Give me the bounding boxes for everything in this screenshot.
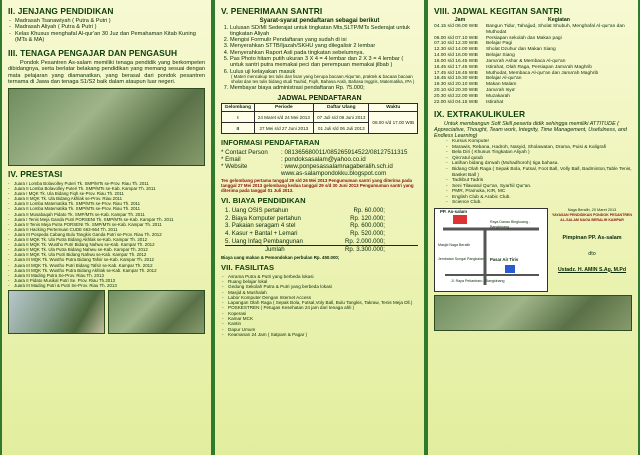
list-item: 4. Menyerahkan Raport Asli pada tingkatan sebelumnya. xyxy=(230,50,418,56)
info-row xyxy=(221,163,418,170)
schedule-row xyxy=(434,24,632,36)
list-item: - Seni Tilawatul Qur'an, Syarhil Qur'an. xyxy=(452,184,632,190)
schedule-activity: Istirahat, Olah Raga, Persiapan Jama'ah Maghrib xyxy=(486,64,592,70)
list-item: - Juara II MQK Tk. Ula Bidang Akhlak se-Prov. Riau 2011 xyxy=(14,196,205,201)
list-item: 7. Membayar biaya administrasi pendaftaran Rp. 75.000; xyxy=(230,85,418,91)
schedule-time: 16.45 s/d 17.45 WIB xyxy=(434,64,478,70)
list-item: - Labor Komputer Dengan Internet Access xyxy=(228,295,418,300)
schedule-activity: Muzakarah xyxy=(486,93,510,99)
building-photo xyxy=(8,290,105,334)
biaya-row xyxy=(225,238,418,247)
list-item: - Juara II MQK Tk. Ula Putra Bidang Akhlak se-Kab. Kampar Th. 2012 xyxy=(14,237,205,242)
list-item: - Juara II Lomba Matematika Tk. SMP/MTs se-Prov. Riau Th. 2011 xyxy=(14,201,205,206)
section-biaya-heading: VI. BIAYA PENDIDIKAN xyxy=(221,196,306,206)
list-item: - Juara II Pidato Musikal Putri Se. Prov. Riau Th.2013 xyxy=(14,278,205,283)
info-label: * Website xyxy=(221,163,248,171)
list-item: - Lapangan Olah Raga ( Sepak Bola, Futsal,Voly Ball, Bulu Tangkis, Takraw, Tenis Meja Dll.) xyxy=(228,300,418,305)
map-sekolah-label: Jembatan Sungai Pangkaian xyxy=(438,256,484,261)
biaya-value: Rp. 2.000.000; xyxy=(345,237,385,245)
list-item: - Asrama Putra & Putri yang berbeda lokasi xyxy=(228,274,418,279)
list-item: - Masjid & Mushalah xyxy=(228,290,418,295)
schedule-activity: Jama'ah Ashar & Membaca Al-qur'an xyxy=(486,58,566,64)
map-road-label: Raya Danau Bingkuang - Bangkinang xyxy=(490,219,531,229)
schedule-activity: Jama'ah Isya' xyxy=(486,88,516,94)
map-pasar-label: Pasar Air Tiris xyxy=(490,256,519,262)
table-header: Periode xyxy=(254,104,313,112)
list-item: - Juara III MQK Tk. Wustho Putra Bidang Akhlak se-Kab. Kampar Th. 2012 xyxy=(14,268,205,273)
schedule-activity: Sholat Dzuhur dan Makan Siang xyxy=(486,47,556,53)
schedule-activity: Persiapan sekolah dan Makan pagi xyxy=(486,35,562,41)
info-row xyxy=(221,170,418,177)
section-penerimaan-heading: V. PENERIMAAN SANTRI xyxy=(221,6,323,16)
signature-org: YAYASAN PENDIDIKAN PONDOK PESANTREN AL-SALAM NAGA BERALIH KAMPAR xyxy=(552,212,632,222)
panel-right xyxy=(428,0,638,455)
info-value: : pondoksasalam@yahoo.co.id xyxy=(281,156,366,164)
list-item: - Gedung Sekolah Putra & Putri yang berbeda lokasi xyxy=(228,284,418,289)
list-item: - Juara III MQK Tk. Wustho Putri Bidang Tafsir se-Kab. Kampar Th. 2012 xyxy=(14,263,205,268)
list-item: - Juara II MQK Tk. Ula Putri Bidang Nahwu se-Kab. Kampar Th. 2012 xyxy=(14,252,205,257)
list-item: - Kantin xyxy=(228,321,418,326)
signature-dto: dto xyxy=(588,250,596,257)
info-list xyxy=(221,149,418,177)
schedule-time: 22.00 s/d 04.15 WIB xyxy=(434,99,478,105)
table-cell: 24 Maret s/d 24 Mei 2013 xyxy=(254,112,313,123)
signature-title: Pimpinan PP. As-salam xyxy=(562,234,622,241)
list-item: - Juara II Tenis Meja Putra PORSENI Tk. SMP/MTs se-Kab. Kampar Th. 2011 xyxy=(14,222,205,227)
biaya-label: 4. Kasur + Bantal + Lemari xyxy=(225,229,298,237)
schedule-time: 18.45 s/d 19.30 WIB xyxy=(434,76,478,82)
schedule-time: 14.00 s/d 16.00 WIB xyxy=(434,53,478,59)
panel-middle xyxy=(215,0,424,455)
schedule-activity: Istirahat xyxy=(486,99,504,105)
section-extra-heading: IX. EXTRAKULIKULER xyxy=(434,108,526,119)
biaya-total-label: Jumlah xyxy=(265,246,285,254)
list-item: 5. Pas Photo hitam putih ukuran 3 X 4 = 4 lembar dan 2 X 3 = 4 lembar ( untuk santri putra memakai peci dan perempuan memakai jilbab ) xyxy=(230,56,418,69)
list-item: - Madrasah Tsanawiyah ( Putra & Putri ) xyxy=(15,18,205,24)
biaya-label: 3. Pakaian seragam 4 stel xyxy=(225,222,296,230)
students-photo xyxy=(108,290,205,334)
table-header: Waktu xyxy=(369,104,418,112)
list-item: - Dapur Umum xyxy=(228,327,418,332)
panel-left xyxy=(2,0,211,455)
biaya-total-row xyxy=(225,246,418,254)
table-cell: I xyxy=(222,112,255,123)
info-row xyxy=(221,149,418,156)
materi-note: ( Materi mencakup tes tulis dan lisan yang berupa bacaan Alqur'an, praktek & bacaan bacaan sholat dan tes tulis bidang studi Tauhid, Fiqih, Bahasa Arab, Bahasa Inggris, Matematika, IPA ) xyxy=(231,73,415,84)
map-masjid-label: Masjid Naga Beralih xyxy=(438,242,471,247)
list-item: - Qiro'atul qutub xyxy=(452,156,632,162)
list-item: - Juara II MQK Tk. Wustho Putri Bidang Nahwu se-Kab. Kampar Th. 2012 xyxy=(14,242,205,247)
extra-intro: Untuk membangun Soft Skill peserta didik sehingga memiliki ATTITUDE ( Appreciative, Thought, Team work, Integrity, Time Management, Usefulness, and Endless Learning) xyxy=(434,120,627,140)
list-item: - English Club & Arabic Club. xyxy=(452,195,632,201)
list-item: - Juara III Mading Putra Se-Prov. Riau Th. 2013 xyxy=(14,273,205,278)
schedule-activity: Belajar Al-qur'an xyxy=(486,76,522,82)
syarat-title: Syarat-syarat pendaftaran sebagai berikut xyxy=(259,18,380,24)
schedule-activity: Makan Malam xyxy=(486,82,517,88)
map-signature-row xyxy=(434,208,632,292)
section-jadwal-kegiatan-heading: VIII. JADWAL KEGITAN SANTRI xyxy=(434,6,563,16)
biaya-list xyxy=(221,207,418,254)
list-item: - Juara I Lomba Bolavolley Puteri Tk. SMP/MTs se-Prov. Riau Th. 2011 xyxy=(14,181,205,186)
list-item: - Keamanan 24 Jam ( Satpam & Pagar ) xyxy=(228,332,418,337)
list-item: - Juara III Pospeda Cabang Bulu Tangkis Ganda Putri se-Prov. Riau Th. 2012 xyxy=(14,232,205,237)
schedule-time: 12.30 s/d 14.00 WIB xyxy=(434,47,478,53)
jadwal-title: JADWAL PENDAFTARAN xyxy=(277,95,362,103)
table-header: Daftar Ulang xyxy=(314,104,369,112)
table-cell: 01 Juli s/d 06 Juli 2013 xyxy=(314,123,369,134)
location-map xyxy=(434,208,548,292)
schedule-activity: Belajar Siang xyxy=(486,53,515,59)
biaya-row xyxy=(225,215,418,223)
section-fasilitas-heading: VII. FASILITAS xyxy=(221,262,275,272)
list-item: - POSKESTREN ( Petugas Kesehatan 24 jam dari tenaga ahli ) xyxy=(228,305,418,310)
photo-strip-left xyxy=(8,290,205,334)
schedule-time: 07.10 s/d 12.30 WIB xyxy=(434,41,478,47)
list-item: - Madrasah Aliyah ( Putra & Putri ) xyxy=(15,24,205,30)
schedule-time: 20.10 s/d 20.30 WIB xyxy=(434,88,478,94)
jadwal-table xyxy=(221,103,418,134)
tes-note: Tes gelombang pertama tanggal 29 s/d 26 Mei 2013 Pengumuman santri yang diterima pada tanggal 27 Mei 2013 gelombang kedua tanggal 29 s/d 30 Juni 2013 Pengumuman santri yang diterima pada tanggal 01 Juli 2013. xyxy=(221,178,414,194)
assembly-photo xyxy=(434,295,632,331)
list-item: - Kamar MCK xyxy=(228,316,418,321)
schedule-time: 17.45 s/d 18.45 WIB xyxy=(434,70,478,76)
list-item: - Juara III Mading Putri & Putri Se-Prov. Riau Th. 2013 xyxy=(14,283,205,288)
list-item: - Latihan bidang da'wah (Muhadhoroh) tiga bahasa. xyxy=(452,161,632,167)
schedule-activity: Bangun Tidur, Tahajjud, Sholat Shubuh, Menghafal Al-qur'an dan Muthodat xyxy=(486,23,625,35)
info-row xyxy=(221,156,418,163)
list-item: - Juara II MQK Tk. Ula Putra Bidang Nahwu se-Kab. Kampar Th. 2012 xyxy=(14,247,205,252)
table-cell: II xyxy=(222,123,255,134)
table-header-row xyxy=(222,104,418,112)
list-item: - Koperasi xyxy=(228,311,418,316)
section-tenaga-heading: III. TENAGA PENGAJAR DAN PENGASUH xyxy=(8,47,178,58)
extra-list xyxy=(434,139,632,206)
biaya-label: 5. Uang Infaq Pembangunan xyxy=(225,237,303,245)
schedule-row xyxy=(434,100,632,106)
staff-group-photo xyxy=(8,88,205,166)
list-item: - Tadribut Tadris xyxy=(452,178,632,184)
biaya-value: Rp. 120.000; xyxy=(350,214,385,222)
signature-date: Naga Beralih, 20 Maret 2013 xyxy=(567,207,617,212)
info-value: www.as-salampondokku.blogspot.com xyxy=(281,170,387,178)
jenjang-list xyxy=(8,18,205,44)
signature-name: Ustadz. H. AMIN S.Ag, M.Pd xyxy=(557,266,627,273)
list-item: - Bela Diri ( Khusus Tingkatan Aliyah ) xyxy=(452,150,632,156)
table-header: Gelombang xyxy=(222,104,255,112)
tenaga-paragraph: Pondok Pesantren As-salam memiliki tenaga pendidik yang berkompeten dibidangnya, serta berlatar belakang pendidikan yang memang sesuai dengan mata pelajaran yang diamanatkan, yang berasal dari pondok pesantren ternama di Jawa dan tenaga S1/S2 baik dalam ataupun luar negeri. xyxy=(8,59,205,86)
biaya-row xyxy=(225,207,418,215)
signature-block xyxy=(552,208,632,292)
schedule-activity: Belajar Pagi xyxy=(486,41,513,47)
list-item: - Kelas Khusus menghafal Al-qur'an 30 Juz dan Pemahaman Kitab Kuning (MTs & MA) xyxy=(15,31,205,44)
list-item: 6. Lulus uji kelayakan masuk xyxy=(230,69,418,75)
section-prestasi-heading: IV. PRESTASI xyxy=(8,169,63,179)
syarat-list-cont xyxy=(221,85,418,91)
section-jenjang-heading: II. JENJANG PENDIDIKAN xyxy=(8,6,114,16)
schedule-time: 20.30 s/d 22.00 WIB xyxy=(434,93,478,99)
biaya-note: Biaya uang makan & Pemondokan perbulan Rp. 450.000; xyxy=(221,254,340,260)
list-item: 3. Menyerahkan STTB/Ijazah/SKHU yang dilegalisir 2 lembar xyxy=(230,43,418,49)
biaya-value: Rp. 600.000; xyxy=(350,222,385,230)
info-value: : www.ponpesassalamnagaberalih.sch.id xyxy=(281,163,393,171)
list-item: - Ruang belajar lokal xyxy=(228,279,418,284)
schedule-time: 06.00 s/d 07.10 WIB xyxy=(434,35,478,41)
list-item: - Juara II Hacking Pertemuan CUDE 663-664 Th. 2011 xyxy=(14,227,205,232)
biaya-total-value: Rp. 3.300.000; xyxy=(345,246,385,254)
list-item: - Juara III MQK Tk. Wustho Putra Bidang Tafsir se-Kab. Kampar Th. 2012 xyxy=(14,257,205,262)
biaya-row xyxy=(225,222,418,230)
info-value: : 081365680011/085265914522/08127511315 xyxy=(281,149,408,157)
list-item: - Marawis, Rebana, Hadroh, Nasyid, Sholawatan, Drama, Puisi & Kaligrafi xyxy=(452,145,632,151)
list-item: - Juara II Musabaqah Pidato Tk. SMP/MTs se-Kab. Kampar Th. 2011 xyxy=(14,212,205,217)
schedule-time: 04.15 s/d 06.00 WIB xyxy=(434,23,478,29)
map-title: PP. As-salam xyxy=(440,208,468,214)
list-item: 2. Mengisi Formulir Pendaftaran yang sudah di isi xyxy=(230,37,418,43)
fasilitas-list xyxy=(221,274,418,338)
list-item: - PMR, Pramuka, KIR, MC xyxy=(452,189,632,195)
list-item: - Science Club. xyxy=(452,200,632,206)
list-item: 1. Lulusan SD/MI Sederajat untuk tingkatan Mts,SLTP/MTs Sederajat untuk tingkatan Aliyah xyxy=(230,25,418,38)
biaya-label: 2. Biaya Komputer pertahun xyxy=(225,214,301,222)
table-cell: 08.00 s/d 17.00 WIB xyxy=(369,112,418,134)
section-info-heading: INFORMASI PENDAFTARAN xyxy=(221,138,320,148)
info-label: * Email xyxy=(221,156,241,164)
info-label: * Contact Person xyxy=(221,149,268,157)
schedule-activity: Muthodat, Membaca Al-qur'an dan Jama'ah Maghrib xyxy=(486,70,599,76)
schedule-col-jam: Jam xyxy=(454,17,466,23)
table-cell: 07 Juli s/d 08 Juni 2013 xyxy=(314,112,369,123)
list-item: - Bidang Olah Raga ( Sepak Bola, Futsal, Foot Ball, Volly Ball, Badminton,Table Tenis, Basket Ball ) xyxy=(452,167,632,178)
syarat-list xyxy=(221,25,418,75)
biaya-row xyxy=(225,230,418,238)
kegiatan-schedule xyxy=(434,18,632,106)
list-item: - Juara II Lomba Matematika Tk. SMP/MTs se-Prov. Riau Th. 2011 xyxy=(14,206,205,211)
schedule-col-kegiatan: Kegiatan xyxy=(548,17,570,23)
table-row xyxy=(222,112,418,123)
table-cell: 27 Mei s/d 27 Juni 2013 xyxy=(254,123,313,134)
map-jalan-label: Jl. Raya Pekanbaru - Bangkinang xyxy=(451,278,505,283)
schedule-time: 16.00 s/d 16.45 WIB xyxy=(434,58,478,64)
list-item: - Juara I MQK Tk. Ula Bidang Fiqh se-Prov. Riau Th. 2011 xyxy=(14,191,205,196)
schedule-time: 19.30 s/d 20.10 WIB xyxy=(434,82,478,88)
list-item: - Juara I Tenis Meja Ganda Putri PORSENI Tk. SMP/MTs se-Kab. Kampar Th. 2011 xyxy=(14,217,205,222)
list-item: - Juara II Lomba Bolavolley Puteri Tk. SMP/MTs se-Kab. Kampar Th. 2011 xyxy=(14,186,205,191)
biaya-value: Rp. 520.000; xyxy=(350,229,385,237)
biaya-label: 1. Uang OSIS pertahun xyxy=(225,207,289,215)
biaya-value: Rp. 60.000; xyxy=(353,207,385,215)
info-label xyxy=(221,170,281,177)
prestasi-list xyxy=(8,181,205,288)
list-item: - Kursus Komputer xyxy=(452,139,632,145)
